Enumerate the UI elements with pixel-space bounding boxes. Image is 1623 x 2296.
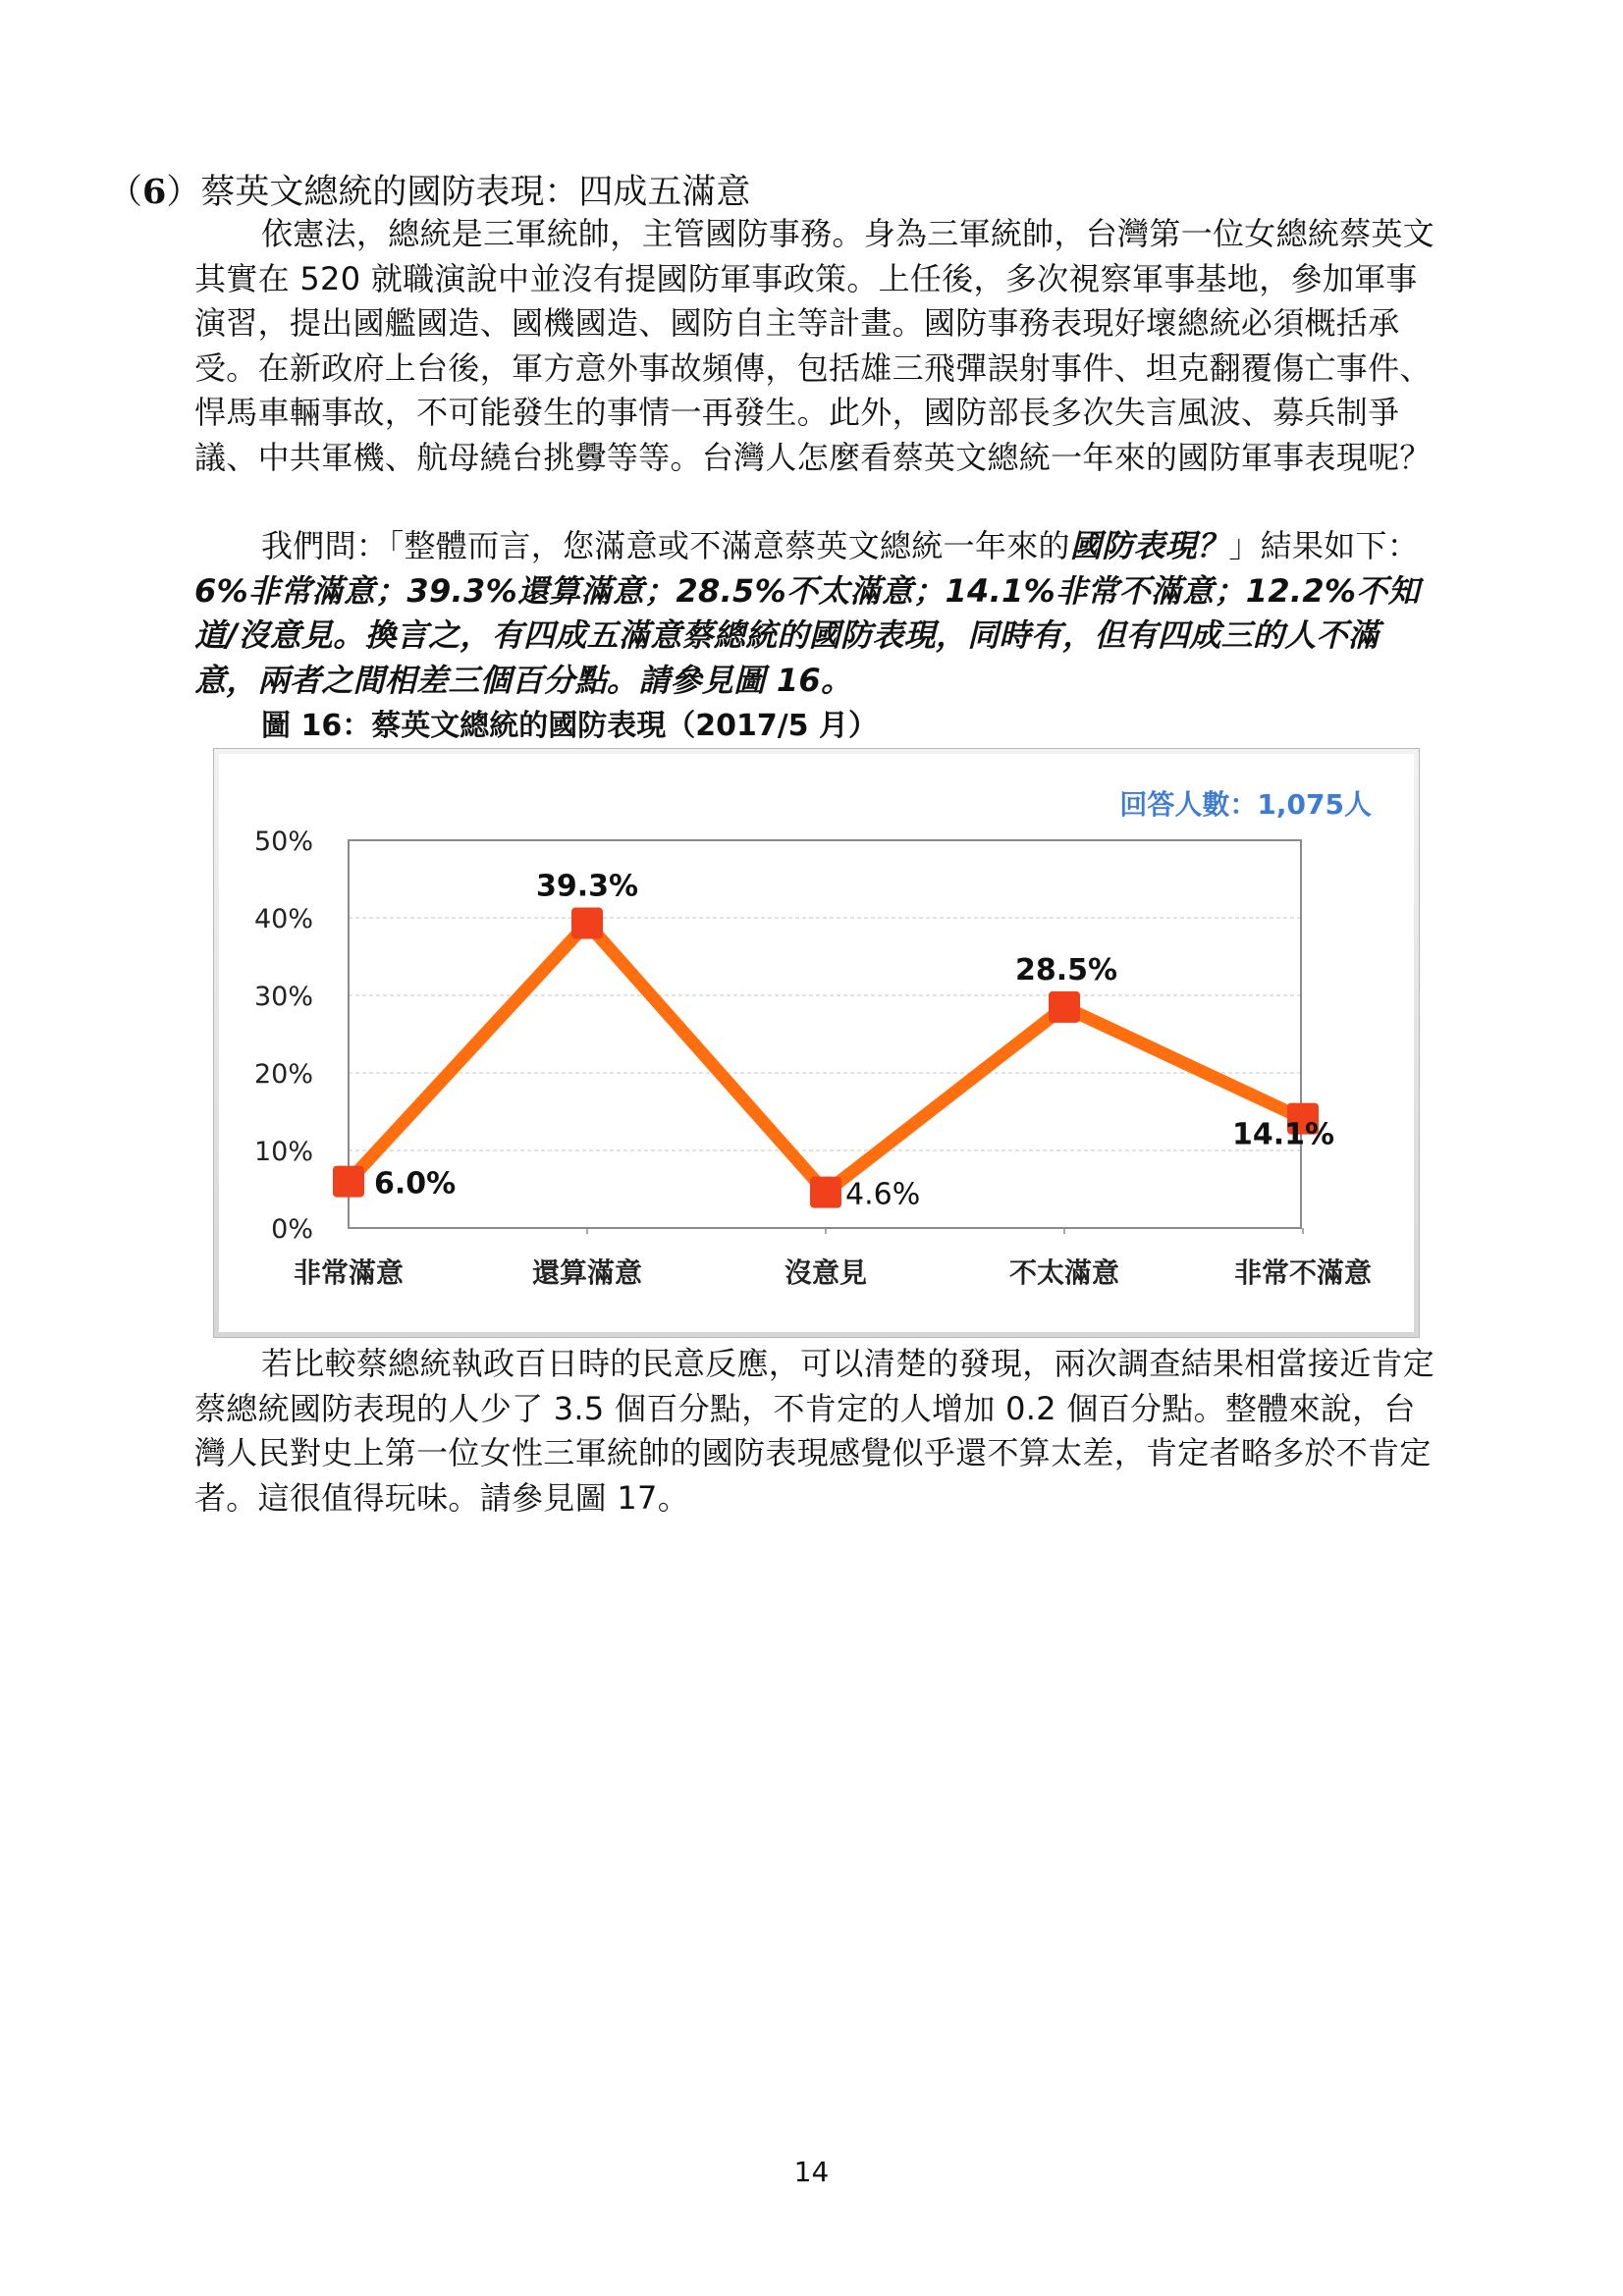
page-number: 14 [793, 2156, 830, 2188]
paragraph-2-question: 國防表現？ [1069, 527, 1229, 564]
data-label: 39.3% [535, 869, 639, 904]
data-label: 28.5% [1014, 952, 1118, 988]
data-label: 6.0% [374, 1166, 457, 1201]
data-point-marker [333, 1166, 364, 1198]
y-tick-label: 30% [253, 982, 313, 1012]
paragraph-1-text: 依憲法，總統是三軍統帥，主管國防事務。身為三軍統帥，台灣第一位女總統蔡英文其實在 520 就職演說中並沒有提國防軍事政策。上任後，多次視察軍事基地，參加軍事演習，提出國艦國造、國機國造、國防自主等計畫。國防事務表現好壞總統必須概括承受。在新政府上台後，軍方意外事故頻傳，包括雄三飛彈誤射事件、坦克翻覆傷亡事件、悍馬車輛事故，不可能發生的事情一再發生。此外，國防部長多次失言風波、募兵制爭議、中共軍機、航母繞台挑釁等等。台灣人怎麼看蔡英文總統一年來的國防軍事表現呢？ [194, 215, 1435, 476]
section-title: 蔡英文總統的國防表現：四成五滿意 [200, 173, 751, 212]
paragraph-2-results: 6%非常滿意；39.3%還算滿意；28.5%不太滿意；14.1%非常不滿意；12.2%不知道/沒意見。換言之，有四成五滿意蔡總統的國防表現，同時有，但有四成三的人不滿意，兩者之間相差三個百分點。請參見圖 16。 [194, 571, 1420, 699]
y-tick-label: 50% [253, 827, 313, 857]
paragraph-1 [194, 212, 1441, 480]
x-tick-label: 沒意見 [784, 1256, 868, 1289]
y-tick-label: 10% [253, 1137, 313, 1167]
data-label: 14.1% [1231, 1117, 1335, 1152]
x-tick-label: 非常滿意 [293, 1256, 405, 1289]
data-point-marker [1049, 991, 1080, 1023]
respondent-count-annotation: 回答人數：1,075人 [1119, 788, 1372, 821]
paragraph-3 [194, 1342, 1441, 1521]
paragraph-3-text: 若比較蔡總統執政百日時的民意反應，可以清楚的發現，兩次調查結果相當接近肯定蔡總統國防表現的人少了 3.5 個百分點，不肯定的人增加 0.2 個百分點。整體來說，台灣人民對史上第一位女性三軍統帥的國防表現感覺似乎還不算太差，肯定者略多於不肯定者。這很值得玩味。請參見圖 17。 [194, 1345, 1435, 1517]
section-heading: （6）蔡英文總統的國防表現：四成五滿意 [108, 172, 751, 212]
data-label: 4.6% [845, 1177, 921, 1212]
y-tick-label: 20% [253, 1059, 313, 1090]
paragraph-2-text [194, 524, 1441, 703]
y-tick-label: 40% [253, 904, 313, 934]
data-point-marker [810, 1177, 841, 1208]
figure-caption: 圖 16：蔡英文總統的國防表現（2017/5 月） [261, 709, 878, 743]
paragraph-2-mid: 」結果如下： [1228, 527, 1420, 564]
x-tick-label: 還算滿意 [531, 1256, 643, 1289]
data-point-marker [571, 908, 603, 939]
x-tick-label: 非常不滿意 [1233, 1256, 1373, 1289]
x-tick-label: 不太滿意 [1008, 1256, 1120, 1289]
paragraph-2 [194, 524, 1441, 703]
section-number: 6 [142, 172, 167, 212]
paragraph-2-lead: 我們問：「整體而言，您滿意或不滿意蔡英文總統一年來的 [261, 527, 1070, 564]
y-tick-label: 0% [271, 1214, 313, 1245]
figure-16-chart [213, 748, 1420, 1338]
